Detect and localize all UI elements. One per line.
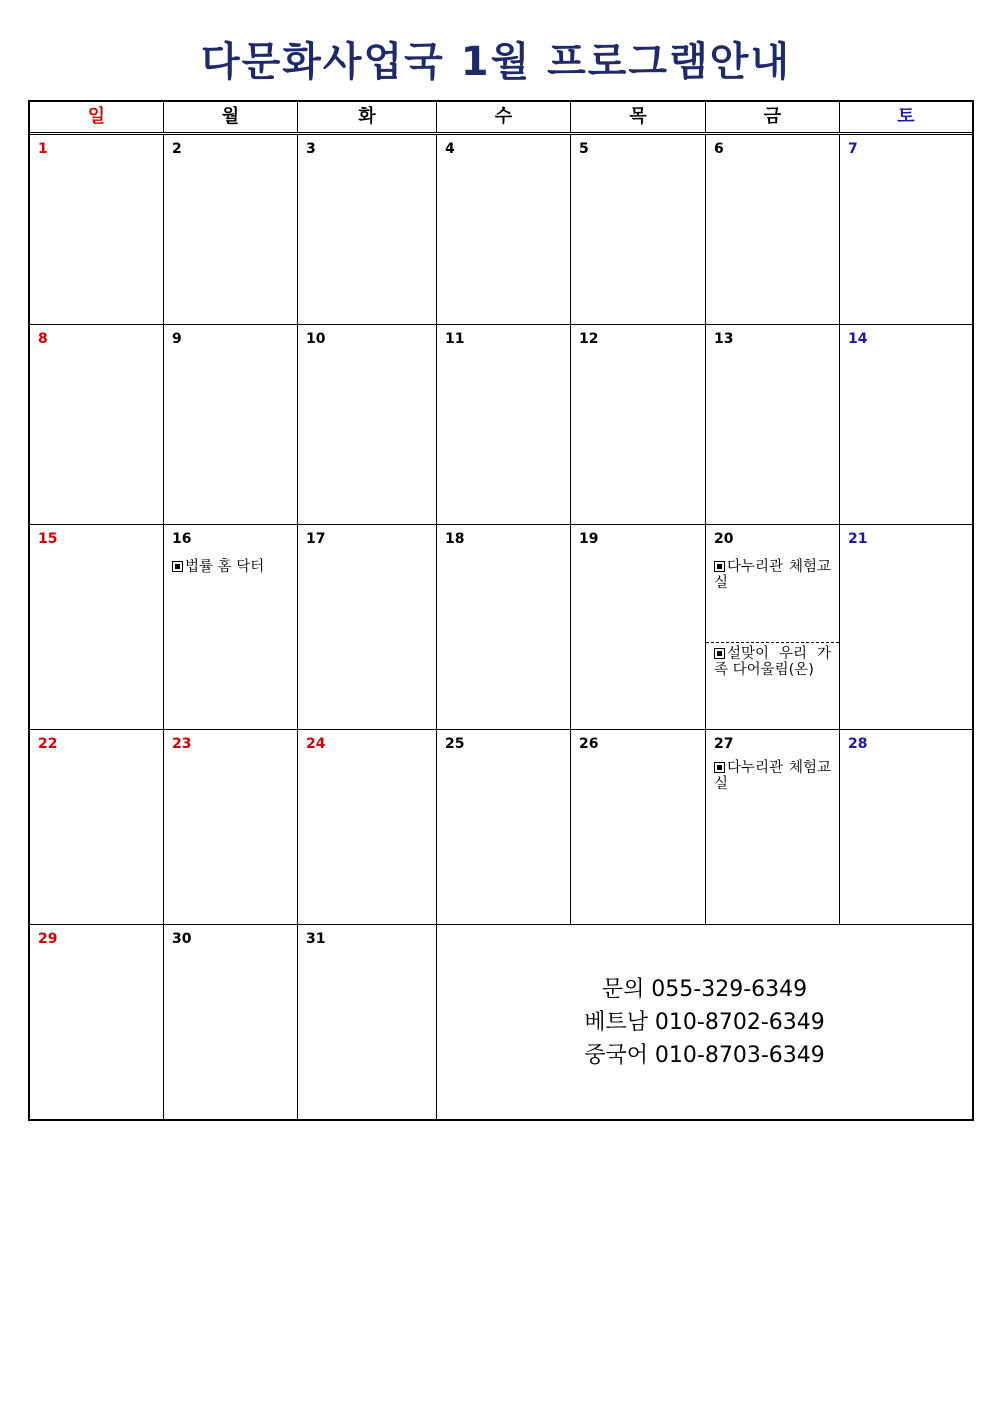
day-number: 26 xyxy=(579,736,599,752)
day-cell[interactable] xyxy=(298,135,437,325)
day-number: 31 xyxy=(306,931,326,947)
day-cell[interactable] xyxy=(298,525,437,730)
day-number: 20 xyxy=(714,531,734,547)
day-cell[interactable] xyxy=(840,325,972,525)
filled-square-icon xyxy=(714,561,725,572)
day-cell[interactable] xyxy=(164,730,298,925)
filled-square-icon xyxy=(714,648,725,659)
day-number: 21 xyxy=(848,531,868,547)
day-cell[interactable] xyxy=(30,925,164,1119)
event-item[interactable] xyxy=(714,559,831,591)
day-cell[interactable] xyxy=(571,730,706,925)
day-cell[interactable] xyxy=(437,525,571,730)
filled-square-icon xyxy=(714,762,725,773)
day-cell[interactable] xyxy=(437,135,571,325)
day-cell[interactable] xyxy=(164,925,298,1119)
day-number: 15 xyxy=(38,531,58,547)
event-item[interactable] xyxy=(172,559,290,575)
day-number: 28 xyxy=(848,736,868,752)
day-number: 2 xyxy=(172,141,182,157)
day-cell[interactable] xyxy=(840,525,972,730)
weekday-wed: 수 xyxy=(437,102,571,133)
event-label: 설맞이 우리 가족 다어울림(온) xyxy=(714,646,831,678)
day-cell[interactable] xyxy=(164,325,298,525)
day-cell[interactable] xyxy=(30,525,164,730)
contact-info xyxy=(437,973,972,1072)
weekday-mon: 월 xyxy=(164,102,298,133)
day-number: 29 xyxy=(38,931,58,947)
day-number: 23 xyxy=(172,736,192,752)
day-cell[interactable] xyxy=(706,325,840,525)
day-number: 1 xyxy=(38,141,48,157)
day-cell[interactable] xyxy=(840,135,972,325)
day-number: 3 xyxy=(306,141,316,157)
day-cell[interactable] xyxy=(706,525,840,730)
event-divider xyxy=(706,642,839,643)
contact-chinese: 중국어 010-8703-6349 xyxy=(584,1043,825,1068)
day-number: 12 xyxy=(579,331,599,347)
weekday-fri: 금 xyxy=(706,102,840,133)
contact-cell xyxy=(437,925,972,1119)
day-number: 4 xyxy=(445,141,455,157)
contact-inquiry: 문의 055-329-6349 xyxy=(601,977,808,1002)
weekday-sun: 일 xyxy=(30,102,164,133)
day-cell[interactable] xyxy=(571,525,706,730)
day-number: 25 xyxy=(445,736,465,752)
weekday-thu: 목 xyxy=(571,102,706,133)
day-cell[interactable] xyxy=(298,730,437,925)
day-cell[interactable] xyxy=(437,730,571,925)
day-number: 16 xyxy=(172,531,192,547)
day-number: 30 xyxy=(172,931,192,947)
day-cell[interactable] xyxy=(298,325,437,525)
calendar-grid xyxy=(28,100,974,1121)
day-cell[interactable] xyxy=(298,925,437,1119)
day-number: 8 xyxy=(38,331,48,347)
day-cell[interactable] xyxy=(164,135,298,325)
day-cell[interactable] xyxy=(706,135,840,325)
day-number: 9 xyxy=(172,331,182,347)
contact-vietnamese: 베트남 010-8702-6349 xyxy=(584,1010,825,1035)
day-cell[interactable] xyxy=(840,730,972,925)
day-number: 6 xyxy=(714,141,724,157)
page-title: 다문화사업국 1월 프로그램안내 xyxy=(200,39,791,85)
filled-square-icon xyxy=(172,561,183,572)
day-number: 14 xyxy=(848,331,868,347)
day-cell[interactable] xyxy=(571,325,706,525)
day-cell[interactable] xyxy=(30,730,164,925)
event-item[interactable] xyxy=(714,760,831,792)
day-number: 11 xyxy=(445,331,465,347)
day-cell[interactable] xyxy=(437,325,571,525)
day-number: 27 xyxy=(714,736,734,752)
day-number: 17 xyxy=(306,531,326,547)
weekday-sat: 토 xyxy=(897,106,915,127)
day-cell[interactable] xyxy=(164,525,298,730)
event-label: 법률 홈 닥터 xyxy=(185,559,265,575)
day-number: 22 xyxy=(38,736,58,752)
event-label: 다누리관 체험교실 xyxy=(714,760,831,792)
day-cell[interactable] xyxy=(571,135,706,325)
event-label: 다누리관 체험교실 xyxy=(714,559,831,591)
day-cell[interactable] xyxy=(30,135,164,325)
day-number: 24 xyxy=(306,736,326,752)
day-number: 18 xyxy=(445,531,465,547)
weekday-tue: 화 xyxy=(298,102,437,133)
day-number: 5 xyxy=(579,141,589,157)
day-number: 7 xyxy=(848,141,858,157)
day-number: 10 xyxy=(306,331,326,347)
day-cell[interactable] xyxy=(30,325,164,525)
day-cell[interactable] xyxy=(706,730,840,925)
day-number: 13 xyxy=(714,331,734,347)
day-number: 19 xyxy=(579,531,599,547)
event-item[interactable] xyxy=(714,646,831,678)
